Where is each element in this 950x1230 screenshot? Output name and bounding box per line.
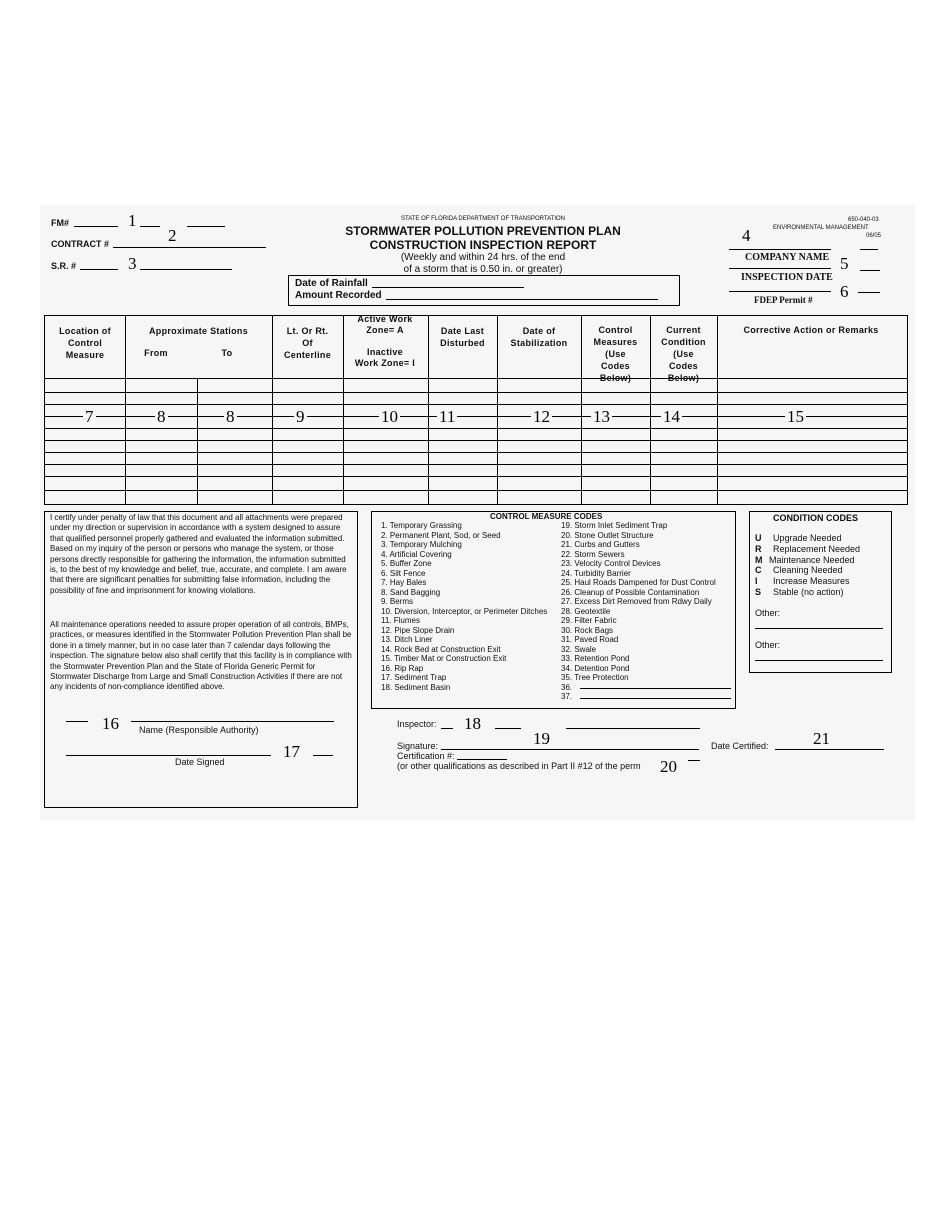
header-date-disturbed: Date Last Disturbed — [440, 326, 485, 348]
header-from: From — [144, 348, 168, 358]
code-item: 2. Permanent Plant, Sod, or Seed — [381, 530, 501, 540]
marker-15: 15 — [787, 407, 804, 426]
sr-field-2[interactable] — [140, 269, 232, 270]
code-item: 23. Velocity Control Devices — [561, 559, 661, 568]
certification-note: (or other qualifications as described in Part II #12 of the perm — [397, 761, 641, 771]
cert-paragraph-2: All maintenance operations needed to assure proper operation of all controls, BMPs, practices, or measures identified in the Stormwater Pollution Prevention Plan shall be done in a timely manner, but in no case later than 7 calendar days following the inspection. The signature below also shall certify that this facility is in compliance with the Stormwater Prevention Plan and the State of Florida Generic Permit for Stormwater Discharge from Large and Small Construction Activities if there are not any incidents of non-compliance identified above. — [50, 620, 352, 692]
control-codes-left — [381, 521, 547, 692]
contract-field[interactable] — [113, 247, 266, 248]
code-item: 21. Curbs and Gutters — [561, 540, 640, 549]
fm-field-3[interactable] — [187, 226, 225, 227]
code-item: 27. Excess Dirt Removed from Rdwy Daily — [561, 597, 712, 606]
condition-item: I Increase Measures — [755, 576, 850, 587]
code-item: 31. Paved Road — [561, 635, 619, 644]
form-number: 650-040-03 — [848, 217, 879, 223]
inspection-date-line[interactable] — [729, 268, 831, 269]
date-signed-label: Date Signed — [175, 757, 225, 767]
form-title: STORMWATER POLLUTION PREVENTION PLAN — [345, 224, 621, 238]
date-certified-label: Date Certified: — [711, 741, 769, 751]
company-name-field[interactable] — [860, 270, 880, 271]
env-mgmt: ENVIRONMENTAL MANAGEMENT — [773, 225, 869, 231]
frequency-note-1: (Weekly and within 24 hrs. of the end — [400, 252, 566, 263]
date-signed-field[interactable] — [66, 755, 271, 756]
fdep-label: FDEP Permit # — [754, 295, 813, 305]
amount-field[interactable] — [386, 299, 658, 300]
code-item: 10. Diversion, Interceptor, or Perimeter Ditches — [381, 606, 548, 616]
other-label-2: Other: — [755, 640, 781, 650]
sr-label: S.R. # — [51, 261, 77, 271]
code-item: 15. Timber Mat or Construction Exit — [381, 654, 507, 663]
company-label: COMPANY NAME — [745, 252, 830, 263]
code-item: 24. Turbidity Barrier — [561, 568, 631, 578]
rainfall-label: Date of Rainfall — [295, 278, 368, 289]
other-field-1[interactable] — [755, 628, 883, 629]
code-item: 3. Temporary Mulching — [381, 540, 462, 549]
code-item: 8. Sand Bagging — [381, 587, 441, 597]
condition-codes-title: CONDITION CODES — [773, 513, 859, 523]
fm-field[interactable] — [74, 226, 118, 227]
code-item: 7. Hay Bales — [381, 578, 427, 587]
condition-codes-list — [755, 533, 860, 598]
inspection-date-label: INSPECTION DATE — [741, 272, 833, 283]
marker-9: 9 — [296, 407, 305, 426]
marker-20: 20 — [660, 757, 677, 776]
fm-label: FM# — [51, 218, 69, 228]
code-item: 9. Berms — [381, 597, 414, 606]
code-item: 16. Rip Rap — [381, 663, 424, 673]
header-date-stabilization: Date of Stabilization — [510, 326, 568, 348]
fdep-field-2[interactable] — [858, 292, 880, 293]
certification-field-2[interactable] — [688, 760, 700, 761]
date-line-post — [313, 755, 333, 756]
rainfall-field[interactable] — [372, 287, 524, 288]
marker-8a: 8 — [157, 407, 166, 426]
marker-12: 12 — [533, 407, 550, 426]
code-item: 6. Silt Fence — [381, 568, 426, 578]
code-item: 4. Artificial Covering — [381, 549, 452, 559]
fm-field-2[interactable] — [140, 226, 160, 227]
name-label: Name (Responsible Authority) — [139, 725, 259, 735]
marker-18: 18 — [464, 714, 481, 733]
marker-11: 11 — [439, 407, 456, 426]
certification-label: Certification #: — [397, 751, 455, 761]
condition-item: S Stable (no action) — [755, 586, 844, 597]
code-item: 33. Retention Pond — [561, 654, 630, 663]
cert-paragraph-1: I certify under penalty of law that this document and all attachments were prepared under my direction or supervision in accordance with a system designed to assure that qualified personnel properly gathered and evaluated the information submitted. Based on my inquiry of the person or persons who manage the system, or those persons directly responsible for gathering the information, the information submitted is, to the best of my knowledge and belief, true, accurate, and complete. I am aware that there are significant penalties for submitting false information, including the possibility of fine and imprisonment for knowing violations. — [50, 513, 347, 595]
code-37-field[interactable] — [580, 698, 731, 699]
signature-label: Signature: — [397, 741, 439, 751]
marker-21: 21 — [813, 729, 830, 748]
condition-item: R Replacement Needed — [755, 543, 861, 554]
code-item: 25. Haul Roads Dampened for Dust Control — [561, 578, 716, 587]
form-subtitle: CONSTRUCTION INSPECTION REPORT — [369, 238, 597, 252]
code-item: 5. Buffer Zone — [381, 559, 432, 568]
company-field[interactable] — [729, 249, 831, 250]
date-certified-field[interactable] — [775, 749, 884, 750]
marker-1: 1 — [128, 211, 137, 230]
marker-19: 19 — [533, 729, 550, 748]
inspector-field-3[interactable] — [566, 728, 700, 729]
header-location: Location of Control Measure — [59, 326, 111, 360]
marker-14: 14 — [663, 407, 680, 426]
marker-4: 4 — [742, 226, 751, 245]
code-item: 17. Sediment Trap — [381, 673, 447, 682]
agency-name: STATE OF FLORIDA DEPARTMENT OF TRANSPORTATION — [400, 216, 566, 222]
name-field[interactable] — [131, 721, 334, 722]
header-current-condition: Current Condition (Use Codes Below) — [661, 325, 706, 383]
code-item: 22. Storm Sewers — [561, 549, 625, 559]
header-corrective-action: Corrective Action or Remarks — [743, 325, 879, 335]
marker-3: 3 — [128, 254, 137, 273]
marker-10: 10 — [381, 407, 398, 426]
code-item: 13. Ditch Liner — [381, 635, 433, 644]
other-field-2[interactable] — [755, 660, 883, 661]
amount-label: Amount Recorded — [295, 290, 382, 301]
header-stations: Approximate Stations — [148, 326, 248, 336]
code-item: 36. — [561, 682, 573, 692]
code-item: 30. Rock Bags — [561, 625, 614, 635]
code-item: 35. Tree Protection — [561, 673, 629, 682]
marker-16: 16 — [102, 714, 119, 733]
code-item: 11. Flumes — [381, 616, 420, 625]
code-item: 37. — [561, 692, 573, 701]
code-item: 20. Stone Outlet Structure — [561, 530, 654, 540]
marker-7: 7 — [85, 407, 94, 426]
code-36-field[interactable] — [580, 688, 731, 689]
code-item: 18. Sediment Basin — [381, 682, 451, 692]
inspector-field-2[interactable] — [495, 728, 521, 729]
code-item: 14. Rock Bed at Construction Exit — [381, 644, 501, 654]
company-field-2[interactable] — [860, 249, 878, 250]
code-item: 32. Swale — [561, 644, 597, 654]
code-item: 28. Geotextile — [561, 606, 611, 616]
inspector-field[interactable] — [441, 728, 453, 729]
marker-8b: 8 — [226, 407, 235, 426]
other-label-1: Other: — [755, 608, 781, 618]
header-active-zone: Active Work Zone= A Inactive Work Zone= I — [354, 314, 416, 368]
inspection-date-field[interactable] — [729, 291, 831, 292]
control-codes-title: CONTROL MEASURE CODES — [490, 512, 603, 521]
header-control-measures: Control Measures (Use Codes Below) — [593, 325, 638, 383]
marker-17: 17 — [283, 742, 300, 761]
code-item: 19. Storm Inlet Sediment Trap — [561, 521, 668, 530]
marker-6: 6 — [840, 282, 849, 301]
code-item: 26. Cleanup of Possible Contamination — [561, 587, 700, 597]
code-item: 29. Filter Fabric — [561, 616, 617, 625]
header-to: To — [221, 348, 233, 358]
inspector-label: Inspector: — [397, 719, 437, 729]
code-item: 1. Temporary Grassing — [381, 521, 462, 530]
condition-item: U Upgrade Needed — [755, 533, 842, 543]
code-item: 12. Pipe Slope Drain — [381, 625, 455, 635]
contract-label: CONTRACT # — [51, 239, 109, 249]
marker-13: 13 — [593, 407, 610, 426]
signature-field[interactable] — [441, 749, 699, 750]
form-date: 06/05 — [866, 233, 882, 239]
condition-item: M Maintenance Needed — [755, 554, 855, 565]
condition-item: C Cleaning Needed — [755, 565, 843, 576]
name-line-pre — [66, 721, 88, 722]
frequency-note-2: of a storm that is 0.50 in. or greater) — [403, 264, 563, 275]
sr-field[interactable] — [80, 269, 118, 270]
control-codes-right — [561, 521, 716, 702]
header-lt-rt: Lt. Or Rt. Of Centerline — [283, 326, 331, 360]
certification-field[interactable] — [457, 759, 507, 760]
marker-2: 2 — [168, 226, 177, 245]
code-item: 34. Detention Pond — [561, 663, 630, 673]
marker-5: 5 — [840, 254, 849, 273]
